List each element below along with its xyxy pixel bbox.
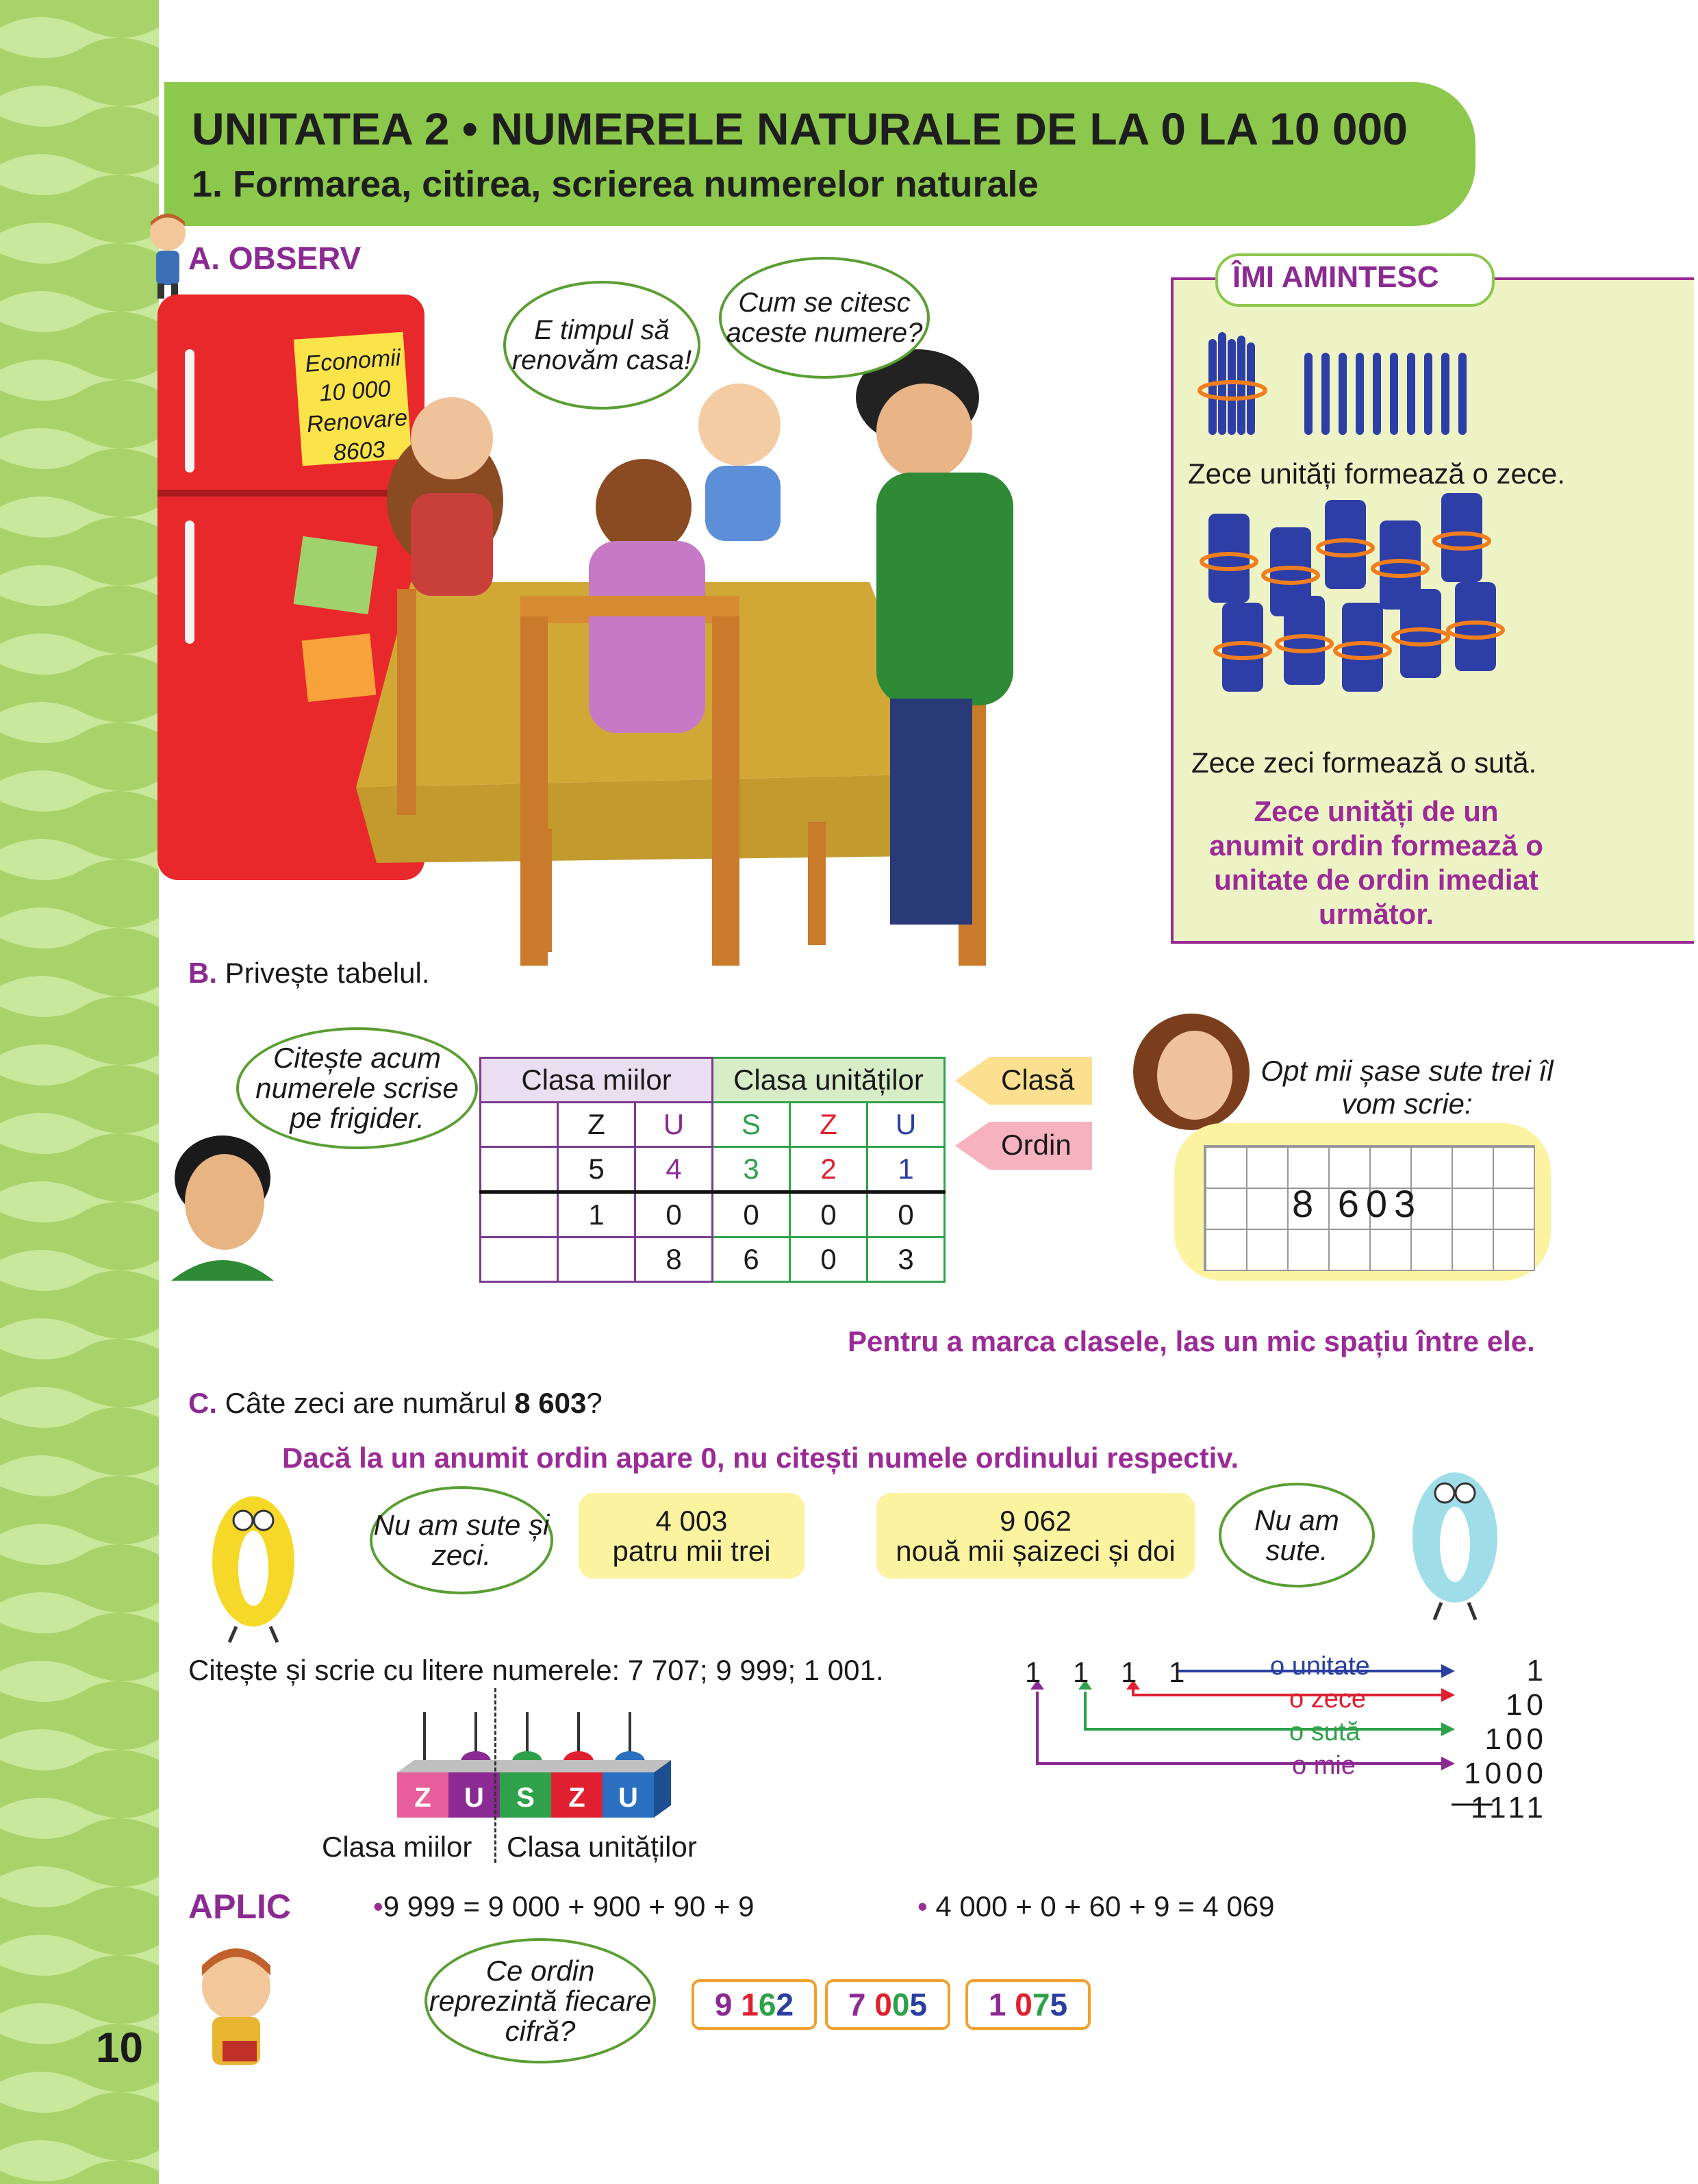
example-number: 9 062 xyxy=(999,1504,1072,1537)
section-a-label: A. OBSERV xyxy=(188,240,362,276)
table-row xyxy=(481,1238,945,1282)
equation-text: 9 999 = 9 000 + 900 + 90 + 9 xyxy=(383,1890,755,1922)
rods-illustration-1 xyxy=(1195,325,1482,442)
speech-bubble-no-hundreds: Nu am sute. xyxy=(1219,1483,1375,1587)
abacus-label-thousands: Clasa miilor xyxy=(322,1831,472,1863)
table-cell xyxy=(481,1147,558,1192)
table-cell: 0 xyxy=(635,1192,713,1238)
reading-task: Citește și scrie cu litere numerele: 7 707; 9 999; 1 001. xyxy=(188,1654,884,1686)
note-line: Economii xyxy=(304,344,402,377)
diagram-digit: 1 xyxy=(1025,1656,1041,1688)
abacus-letter: U xyxy=(618,1783,638,1813)
bullet-icon: • xyxy=(917,1890,928,1922)
table-row xyxy=(481,1147,945,1192)
table-cell: 2 xyxy=(790,1147,867,1192)
diagram-digit: 1 xyxy=(1169,1656,1185,1688)
label-one-hundred: o sută xyxy=(1289,1718,1360,1746)
table-cell: 1 xyxy=(867,1147,945,1192)
table-cell: 8 xyxy=(635,1238,713,1282)
zero-character-blue xyxy=(1369,1452,1541,1623)
sum-row: 10 xyxy=(1506,1688,1547,1722)
table-cell: 0 xyxy=(790,1238,867,1282)
page-number: 10 xyxy=(96,2024,143,2072)
boy-magnifier-illustration xyxy=(144,212,192,301)
question-text: Câte zeci are numărul xyxy=(225,1387,507,1419)
remember-caption-2: Zece zeci formează o sută. xyxy=(1191,746,1537,779)
class-arrow-label: Clasă xyxy=(1001,1064,1075,1096)
table-cell: 6 xyxy=(713,1238,790,1282)
abacus-letter: U xyxy=(464,1783,484,1813)
abacus-letter: Z xyxy=(568,1783,585,1813)
speech-bubble-no-hundreds-tens: Nu am sute și zeci. xyxy=(370,1486,553,1594)
woman-portrait xyxy=(1130,1007,1253,1130)
section-c-question xyxy=(188,1387,603,1420)
diagram-digit: 1 xyxy=(1073,1656,1089,1688)
header-class-thousands: Clasa miilor xyxy=(481,1058,713,1103)
table-cell: 4 xyxy=(635,1147,713,1192)
abacus-letter: Z xyxy=(414,1783,431,1813)
section-b-line xyxy=(188,957,430,990)
sum-column xyxy=(1452,1654,1547,1825)
abacus-divider xyxy=(494,1688,496,1863)
table-cell: 5 xyxy=(558,1147,635,1192)
table-cell: 0 xyxy=(790,1192,867,1238)
zero-rule: Dacă la un anumit ordin apare 0, nu citești numele ordinului respectiv. xyxy=(282,1442,1239,1474)
aplic-label: APLIC xyxy=(188,1887,291,1926)
example-words: nouă mii șaizeci și doi xyxy=(896,1534,1176,1567)
boy-reading-illustration xyxy=(185,1945,288,2068)
example-number: 4 003 xyxy=(655,1504,728,1537)
equation-text: 4 000 + 0 + 60 + 9 = 4 069 xyxy=(935,1890,1275,1922)
equation-2 xyxy=(917,1890,1275,1923)
remember-title: ÎMI AMINTESC xyxy=(1232,260,1439,294)
lesson-title: 1. Formarea, citirea, scrierea numerelor naturale xyxy=(192,164,1039,205)
equation-1 xyxy=(373,1890,755,1923)
header-class-units: Clasa unităților xyxy=(713,1058,945,1103)
rods-illustration-2 xyxy=(1195,486,1523,705)
question-number: 8 603 xyxy=(514,1387,587,1419)
table-row-orders xyxy=(481,1103,945,1147)
table-cell: U xyxy=(867,1103,945,1147)
unit-title: UNITATEA 2 • NUMERELE NATURALE DE LA 0 LA 10 000 xyxy=(192,103,1408,154)
remember-rule: Zece unități de un anumit ordin formează o unitate de ordin imediat următor. xyxy=(1209,795,1543,930)
order-arrow-label: Ordin xyxy=(1001,1129,1072,1161)
question-mark: ? xyxy=(586,1387,603,1419)
note-line: Renovare xyxy=(305,404,409,438)
example-9062-box xyxy=(876,1493,1195,1579)
table-cell: S xyxy=(713,1103,790,1147)
label-one-ten: o zece xyxy=(1289,1685,1366,1714)
speech-bubble-which-order: Ce ordin reprezintă fiecare cifră? xyxy=(424,1938,656,2063)
table-cell xyxy=(481,1103,558,1147)
label-one-thousand: o mie xyxy=(1292,1751,1356,1780)
number-box-7005: 7 005 xyxy=(825,1979,950,2030)
section-c-label: C. xyxy=(188,1387,217,1419)
note-line: 8603 xyxy=(332,436,386,466)
example-words: patru mii trei xyxy=(612,1534,771,1567)
diagram-digits xyxy=(1025,1656,1217,1689)
remember-caption-1: Zece unități formează o zece. xyxy=(1188,457,1565,490)
number-box-9162: 9 162 xyxy=(692,1979,817,2030)
table-row xyxy=(481,1192,945,1238)
bullet-icon: • xyxy=(373,1890,383,1922)
speech-bubble-boy: Citește acum numerele scrise pe frigider. xyxy=(236,1027,478,1149)
table-cell: 1 xyxy=(558,1192,635,1238)
abacus-letters xyxy=(397,1783,654,1813)
section-b-label: B. xyxy=(188,957,217,989)
sum-total: 1111 xyxy=(1470,1791,1547,1824)
section-b-text: Privește tabelul. xyxy=(225,957,430,989)
note-line: 10 000 xyxy=(318,375,392,407)
speech-bubble-mother: E timpul să renovăm casa! xyxy=(503,281,700,410)
table-cell: Z xyxy=(790,1103,867,1147)
sum-row: 1 xyxy=(1526,1654,1547,1687)
diagram-digit: 1 xyxy=(1121,1656,1137,1688)
written-number: 8 603 xyxy=(1292,1182,1423,1225)
sum-row: 1000 xyxy=(1464,1757,1547,1790)
zero-character-yellow xyxy=(188,1479,312,1644)
table-cell: 0 xyxy=(713,1192,790,1238)
abacus-label-units: Clasa unităților xyxy=(507,1831,697,1863)
speech-bubble-child: Cum se citesc aceste numere? xyxy=(719,257,930,379)
table-cell: Z xyxy=(558,1103,635,1147)
abacus-letter: S xyxy=(516,1783,535,1813)
table-cell xyxy=(481,1192,558,1238)
table-cell: 3 xyxy=(713,1147,790,1192)
fridge-note-text xyxy=(297,342,415,470)
woman-caption: Opt mii șase sute trei îl vom scrie: xyxy=(1260,1055,1554,1120)
example-4003-box xyxy=(579,1493,804,1579)
table-cell: 3 xyxy=(867,1238,945,1282)
table-cell: U xyxy=(635,1103,713,1147)
table-cell xyxy=(481,1238,558,1282)
sum-row: 100 xyxy=(1484,1722,1547,1756)
label-one-unit: o unitate xyxy=(1270,1652,1370,1681)
boy-portrait xyxy=(171,1130,274,1281)
table-cell: 0 xyxy=(867,1192,945,1238)
table-cell xyxy=(558,1238,635,1282)
class-spacing-note: Pentru a marca clasele, las un mic spațiu între ele. xyxy=(848,1325,1535,1357)
place-value-table xyxy=(479,1057,946,1283)
number-box-1075: 1 075 xyxy=(965,1979,1091,2030)
left-decorative-stripe xyxy=(0,0,159,2184)
